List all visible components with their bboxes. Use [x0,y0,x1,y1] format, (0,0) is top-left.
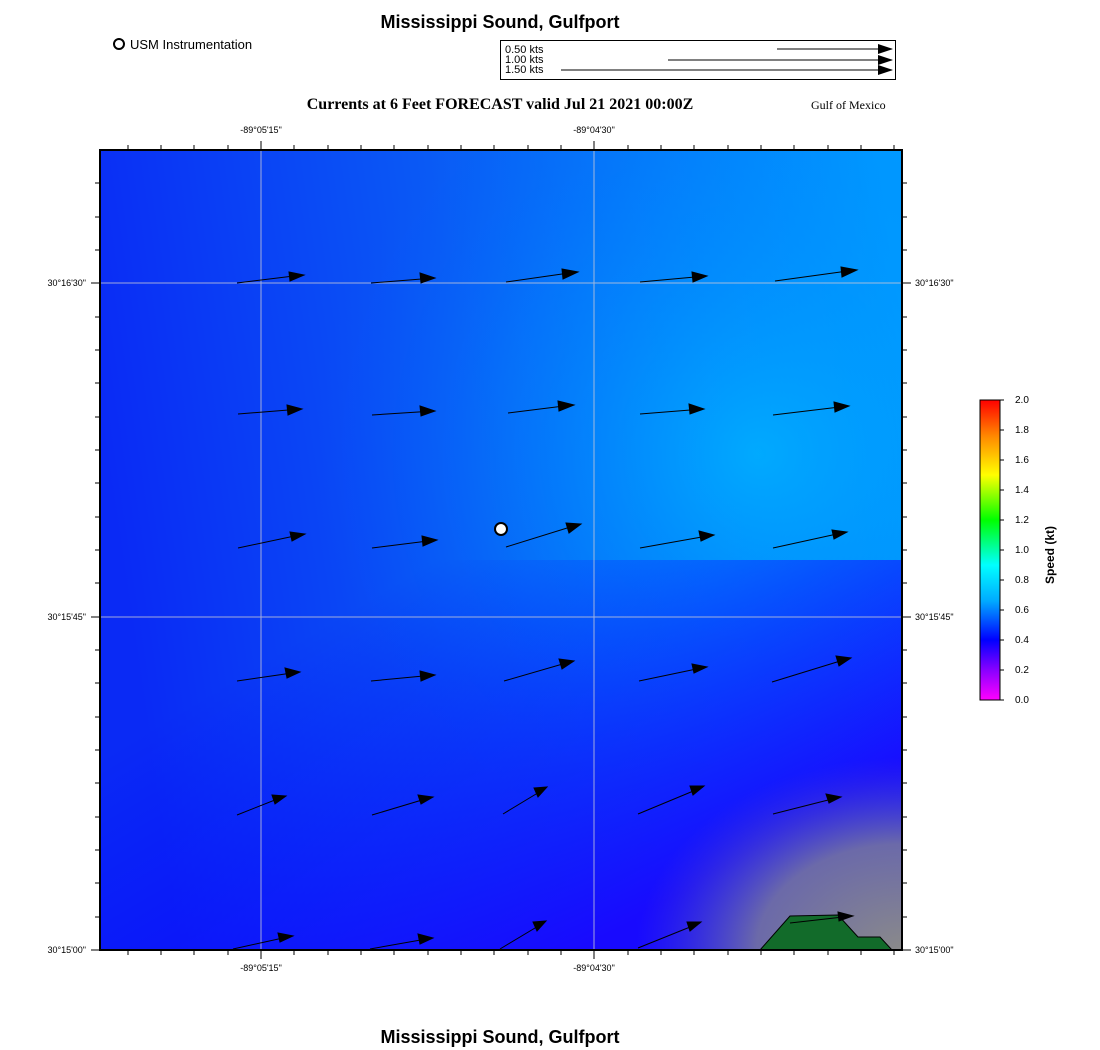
colorbar-tick: 1.4 [1015,485,1029,496]
colorbar-tick: 1.6 [1015,455,1029,466]
reference-label-150: 1.50 kts [505,64,544,76]
lon-tick-top-2: -89°04'30" [573,125,615,135]
usm-station-marker [495,523,507,535]
map-title-bottom: Mississippi Sound, Gulfport [380,1027,620,1047]
lat-tick-left-3: 30°15'00" [47,945,86,955]
lat-tick-left-2: 30°15'45" [47,612,86,622]
colorbar-label: Speed (kt) [1043,525,1057,584]
region-label: Gulf of Mexico [811,98,886,112]
map-title: Mississippi Sound, Gulfport [380,12,620,32]
colorbar-tick: 0.2 [1015,665,1029,676]
colorbar-tick: 0.8 [1015,575,1029,586]
lat-tick-right-3: 30°15'00" [915,945,954,955]
lat-tick-right-1: 30°16'30" [915,278,954,288]
lon-tick-top-1: -89°05'15" [240,125,282,135]
colorbar-tick: 0.6 [1015,605,1029,616]
speed-colorbar [970,390,1020,710]
lon-tick-bottom-2: -89°04'30" [573,963,615,973]
colorbar-tick: 1.8 [1015,425,1029,436]
colorbar-tick: 1.2 [1015,515,1029,526]
usm-legend-label: USM Instrumentation [130,37,253,52]
shoal-area [420,600,902,950]
reference-label-100: 1.00 kts [505,54,544,66]
lat-tick-left-1: 30°16'30" [47,278,86,288]
lon-tick-bottom-1: -89°05'15" [240,963,282,973]
reference-label-050: 0.50 kts [505,44,544,56]
forecast-subtitle: Currents at 6 Feet FORECAST valid Jul 21 2021 00:00Z [306,96,694,113]
colorbar-tick: 0.4 [1015,635,1029,646]
lat-tick-right-2: 30°15'45" [915,612,954,622]
colorbar-tick: 2.0 [1015,395,1029,406]
colorbar-tick: 1.0 [1015,545,1029,556]
colorbar-tick: 0.0 [1015,695,1029,706]
